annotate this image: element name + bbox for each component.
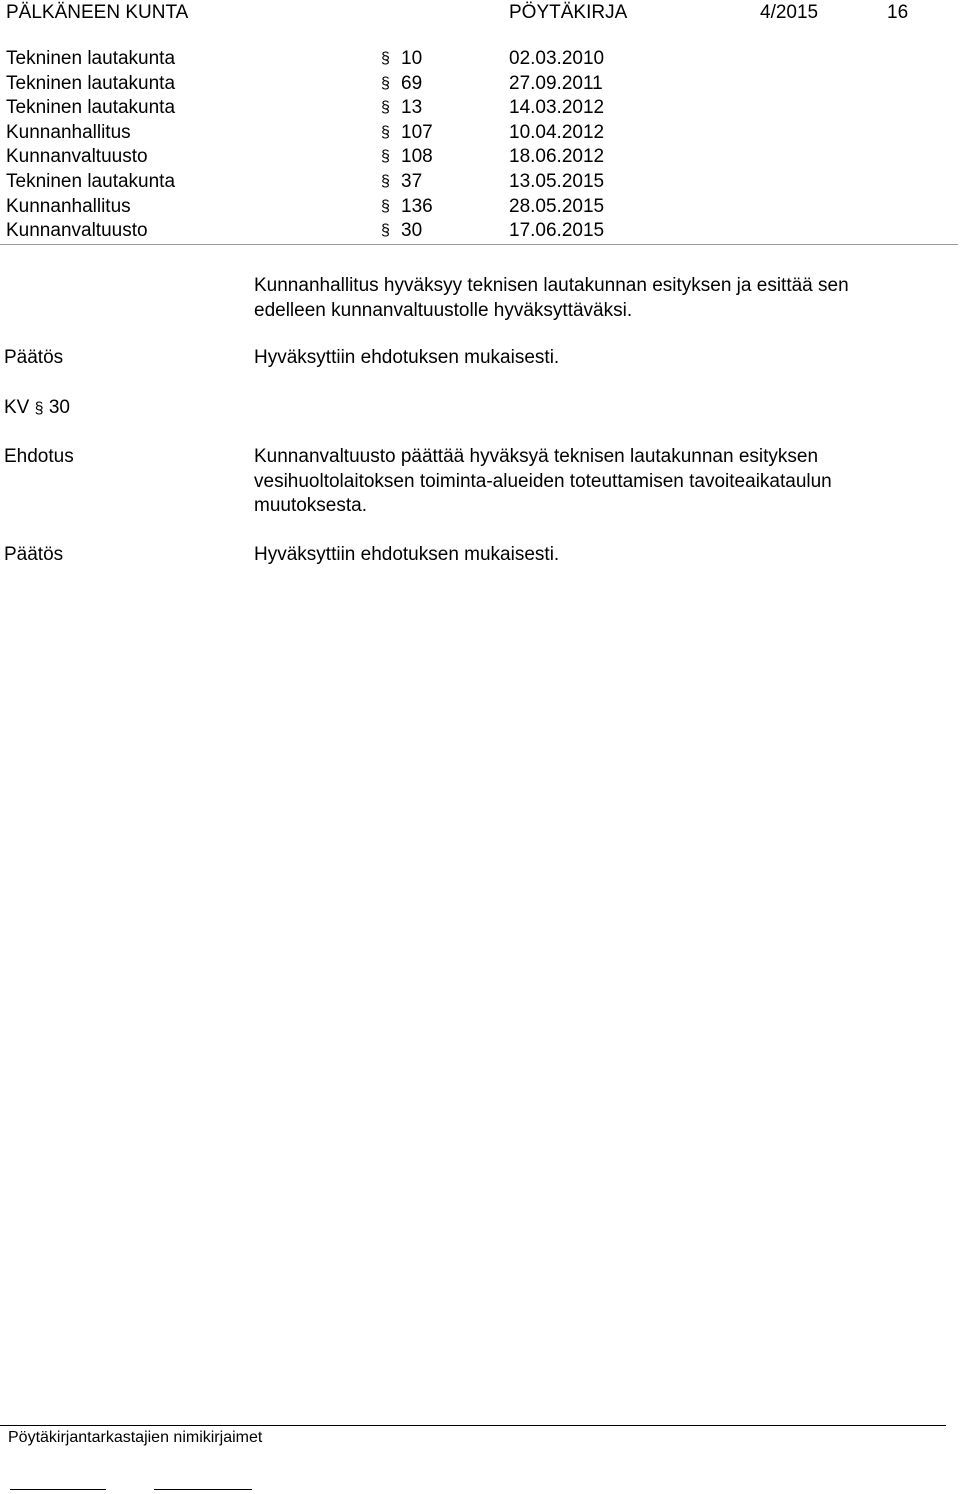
section-sign: §: [381, 148, 390, 165]
history-body: Tekninen lautakunta: [6, 97, 176, 118]
document-type: PÖYTÄKIRJA: [509, 2, 628, 23]
history-row: [0, 73, 960, 97]
kv-decision-label: Päätös: [4, 544, 64, 565]
kh-decision-label: Päätös: [4, 347, 64, 368]
history-date: 28.05.2015: [509, 196, 605, 217]
history-body: Kunnanvaltuusto: [6, 146, 148, 167]
history-number: 13: [401, 97, 423, 118]
history-row: [0, 220, 960, 244]
kv-proposal-text: Kunnanvaltuusto päättää hyväksyä teknisen lautakunnan esityksen vesihuoltolaitoksen toiminta-alueiden toteuttamisen tavoiteaikataulun muutoksesta.: [254, 446, 832, 516]
section-sign: §: [381, 50, 390, 67]
history-date: 02.03.2010: [509, 48, 605, 69]
history-number: 107: [401, 122, 433, 143]
footer-divider: [0, 1425, 946, 1426]
section-sign: §: [381, 173, 390, 190]
history-body: Tekninen lautakunta: [6, 48, 176, 69]
section-sign: §: [381, 222, 390, 239]
kv-proposal-label: Ehdotus: [4, 446, 74, 467]
history-date: 14.03.2012: [509, 97, 605, 118]
history-number: 136: [401, 196, 433, 217]
page-number: 16: [887, 2, 909, 23]
kh-decision-text: Hyväksyttiin ehdotuksen mukaisesti.: [254, 347, 560, 368]
history-divider: [0, 244, 958, 245]
section-sign: §: [381, 124, 390, 141]
section-sign: §: [381, 99, 390, 116]
history-date: 13.05.2015: [509, 171, 605, 192]
history-row: [0, 122, 960, 146]
history-date: 17.06.2015: [509, 220, 605, 241]
history-body: Tekninen lautakunta: [6, 171, 176, 192]
history-date: 27.09.2011: [509, 73, 603, 94]
history-number: 37: [401, 171, 423, 192]
history-number: 108: [401, 146, 433, 167]
history-row: [0, 196, 960, 220]
history-date: 10.04.2012: [509, 122, 605, 143]
history-body: Kunnanhallitus: [6, 122, 131, 143]
history-body: Tekninen lautakunta: [6, 73, 176, 94]
kh-proposal-text: Kunnanhallitus hyväksyy teknisen lautakunnan esityksen ja esittää sen edelleen kunnanvaltuustolle hyväksyttäväksi.: [254, 275, 849, 321]
history-date: 18.06.2012: [509, 146, 605, 167]
history-number: 69: [401, 73, 423, 94]
history-row: [0, 171, 960, 195]
history-row: [0, 48, 960, 72]
signatures-label: Pöytäkirjantarkastajien nimikirjaimet: [8, 1429, 263, 1446]
municipality-name: PÄLKÄNEEN KUNTA: [6, 2, 189, 23]
section-sign: §: [381, 198, 390, 215]
history-body: Kunnanvaltuusto: [6, 220, 148, 241]
kv-heading: KV § 30: [4, 397, 70, 418]
history-number: 10: [401, 48, 423, 69]
history-row: [0, 146, 960, 170]
section-sign: §: [381, 75, 390, 92]
document-number: 4/2015: [760, 2, 819, 23]
signature-line-2: [154, 1489, 252, 1490]
signature-line-1: [10, 1489, 106, 1490]
history-body: Kunnanhallitus: [6, 196, 131, 217]
kv-decision-text: Hyväksyttiin ehdotuksen mukaisesti.: [254, 544, 560, 565]
history-row: [0, 97, 960, 121]
history-number: 30: [401, 220, 423, 241]
